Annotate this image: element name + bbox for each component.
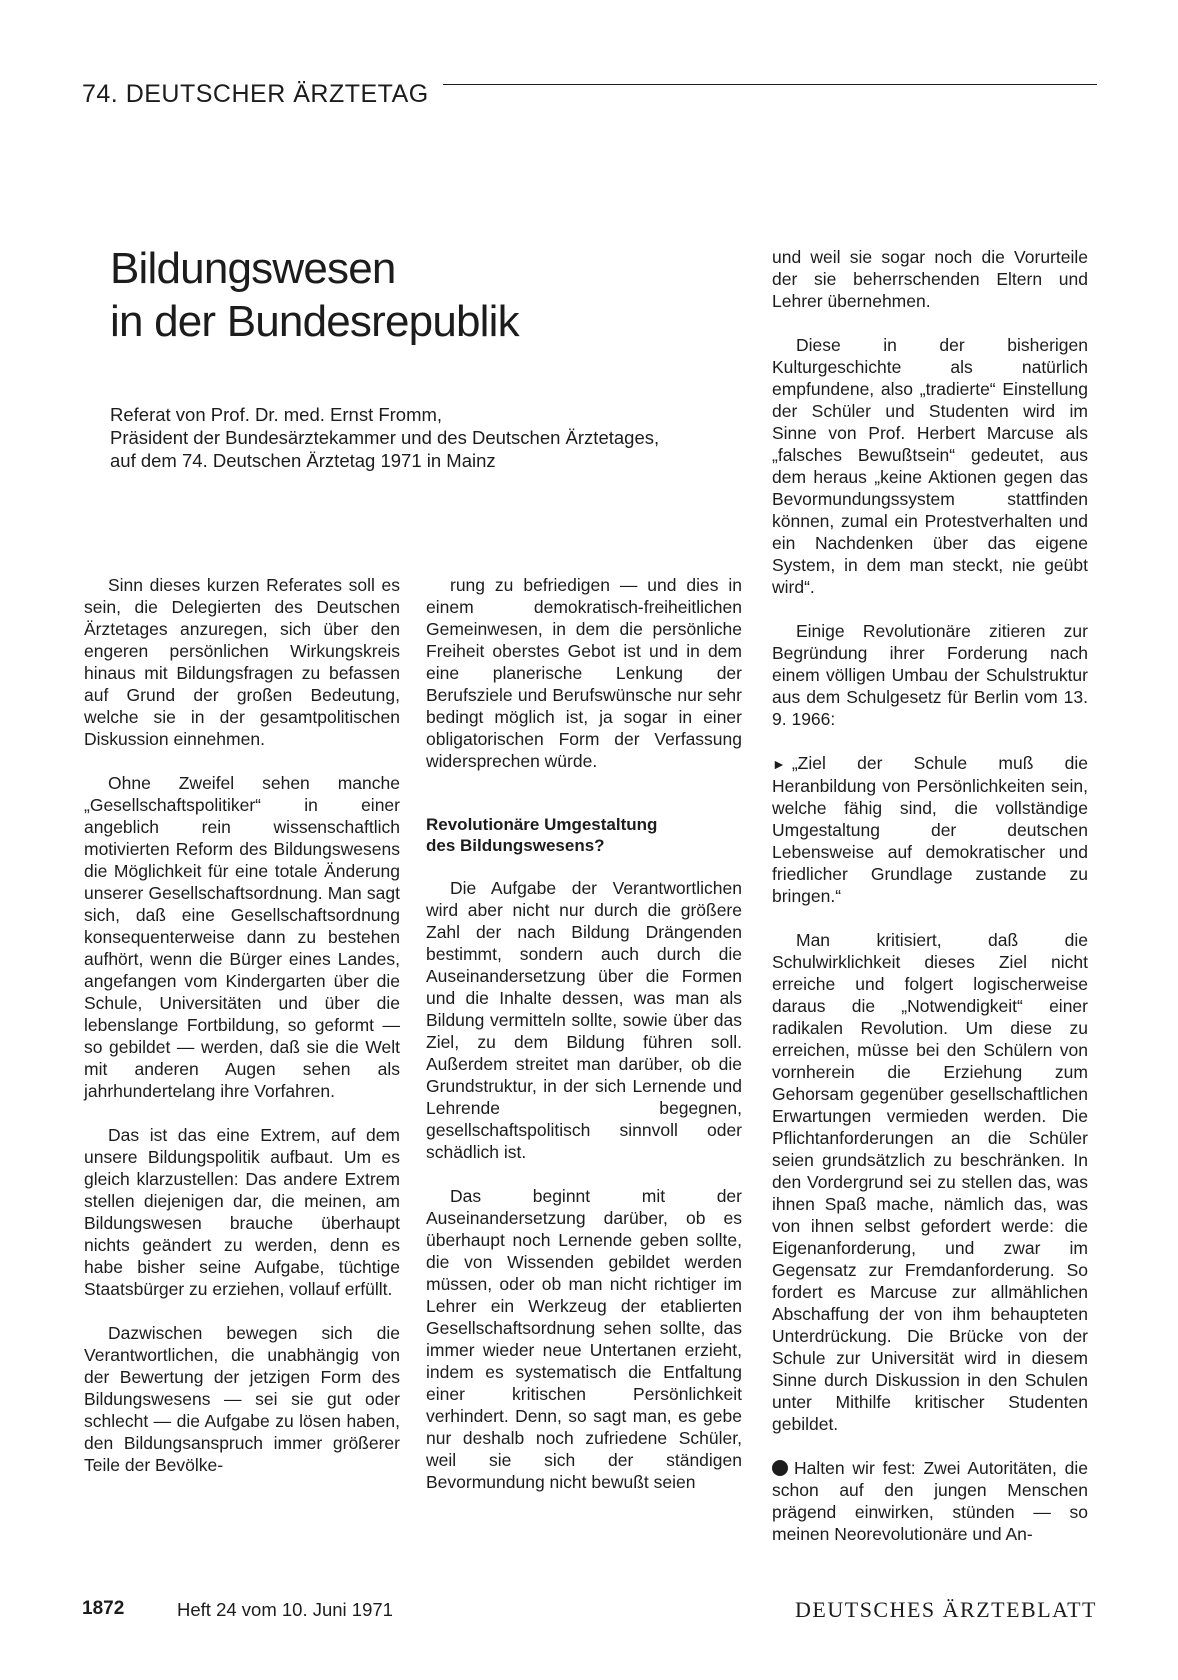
paragraph: Dazwischen bewegen sich die Verantwortlichen, die unabhängig von der Bewertung der jetzigen Form des Bildungswesens — sei sie gut oder schlecht — die Aufgabe zu lösen haben, den Bildungsanspruch immer größerer Teile der Bevölke- [84, 1323, 400, 1475]
column-2 [426, 574, 742, 1493]
paragraph: Diese in der bisherigen Kulturgeschichte als natürlich empfundene, also „tradierte“ Einstellung der Schüler und Studenten wird im Sinne von Prof. Herbert Marcuse als „falsches Bewußtsein“ gedeutet, aus dem heraus „keine Aktionen gegen das Bevormundungssystem stattfinden können, zumal ein Protestverhalten und ein Nachdenken über das eigene System, in dem man steckt, nie geübt wird“. [772, 335, 1088, 597]
paragraph: Die Aufgabe der Verantwortlichen wird aber nicht nur durch die größere Zahl der nach Bildung Drängenden bestimmt, sondern auch durch die Auseinandersetzung über die Formen und die Inhalte dessen, was man als Bildung vermitteln sollte, sowie über das Ziel, zu dem Bildung führen soll. Außerdem streitet man darüber, ob die Grundstruktur, in der sich Lernende und Lehrende begegnen, gesellschaftspolitisch sinnvoll oder schädlich ist. [426, 878, 742, 1162]
column-1 [84, 574, 400, 1476]
issue-info: Heft 24 vom 10. Juni 1971 [177, 1599, 393, 1620]
subheading-line-1: Revolutionäre Umgestaltung [426, 815, 658, 834]
summary-text: Halten wir fest: Zwei Autoritäten, die schon auf den jungen Menschen prägend einwirken, stünden — so meinen Neorevolutionäre und An- [772, 1458, 1088, 1544]
paragraph: Das ist das eine Extrem, auf dem unsere Bildungspolitik aufbaut. Um es gleich klarzustellen: Das andere Extrem stellen diejenigen dar, die meinen, am Bildungswesen brauche überhaupt nichts geändert zu werden, denn es habe bisher seine Aufgabe, tüchtige Staatsbürger zu erziehen, vollauf erfüllt. [84, 1125, 400, 1299]
triangle-bullet-icon: ► [772, 756, 786, 772]
paragraph: Sinn dieses kurzen Referates soll es sein, die Delegierten des Deutschen Ärztetages anzuregen, sich über den engeren persönlichen Wirkungskreis hinaus mit Bildungsfragen zu befassen auf Grund der großen Bedeutung, welche sie in der gesamtpolitischen Diskussion einnehmen. [84, 575, 400, 749]
paragraph: Einige Revolutionäre zitieren zur Begründung ihrer Forderung nach einem völligen Umbau der Schulstruktur aus dem Schulgesetz für Berlin vom 13. 9. 1966: [772, 621, 1088, 729]
byline-line-3: auf dem 74. Deutschen Ärztetag 1971 in Mainz [110, 450, 496, 471]
quote-text: „Ziel der Schule muß die Heranbildung von Persönlichkeiten sein, welche fähig sind, die vollständige Umgestaltung der deutschen Lebensweise auf demokratischer und friedlicher Grundlage zustande zu bringen.“ [772, 753, 1088, 906]
page-number: 1872 [82, 1598, 125, 1619]
byline [110, 403, 659, 472]
summary-paragraph [772, 1457, 1088, 1545]
title-line-2: in der Bundesrepublik [110, 297, 519, 346]
quote-paragraph [772, 752, 1088, 907]
subheading-line-2: des Bildungswesens? [426, 836, 605, 855]
paragraph: und weil sie sogar noch die Vorurteile der sie beherrschenden Eltern und Lehrer übernehmen. [772, 247, 1088, 311]
dot-bullet-icon [772, 1460, 788, 1476]
subheading [426, 814, 742, 856]
byline-line-2: Präsident der Bundesärztekammer und des Deutschen Ärztetages, [110, 427, 660, 448]
journal-name: DEUTSCHES ÄRZTEBLATT [795, 1597, 1097, 1622]
running-head: 74. DEUTSCHER ÄRZTETAG [82, 80, 429, 108]
header-rule [443, 84, 1097, 85]
article-title [110, 242, 519, 348]
paragraph: Das beginnt mit der Auseinandersetzung darüber, ob es überhaupt noch Lernende geben sollte, die von Wissenden gebildet werden müssen, oder ob man nicht richtiger im Lehrer ein Werkzeug der etablierten Gesellschaftsordnung sehen sollte, das immer wieder neue Untertanen erzieht, indem es systematisch die Entfaltung einer kritischen Persönlichkeit verhindert. Denn, so sagt man, es gebe nur deshalb noch zufriedene Schüler, weil sie sich der ständigen Bevormundung nicht bewußt seien [426, 1186, 742, 1492]
title-line-1: Bildungswesen [110, 244, 396, 293]
column-3 [772, 246, 1088, 1545]
byline-line-1: Referat von Prof. Dr. med. Ernst Fromm, [110, 404, 443, 425]
paragraph: Ohne Zweifel sehen manche „Gesellschaftspolitiker“ in einer angeblich rein wissenschaftlich motivierten Reform des Bildungswesens die Möglichkeit für eine totale Änderung unserer Gesellschaftsordnung. Man sagt sich, daß eine Gesellschaftsordnung konsequenterweise dann zu bestehen aufhört, wenn die Bürger eines Landes, angefangen vom Kindergarten über die Schule, Universitäten und über die lebenslange Fortbildung, so geformt — so gebildet — werden, daß sie die Welt mit anderen Augen sehen als jahrhundertelang ihre Vorfahren. [84, 773, 400, 1101]
paragraph: Man kritisiert, daß die Schulwirklichkeit dieses Ziel nicht erreiche und folgert logischerweise daraus die „Notwendigkeit“ einer radikalen Revolution. Um diese zu erreichen, müsse bei den Schülern von vornherein die Erziehung zum Gehorsam gegenüber gesellschaftlichen Erwartungen vermieden werden. Die Pflichtanforderungen an die Schüler seien grundsätzlich zu beschränken. In den Vordergrund sei zu stellen das, was ihnen Spaß mache, nämlich das, was von ihnen selbst gefordert werde: die Eigenanforderung, und zwar im Gegensatz zur Fremdanforderung. So fordert es Marcuse zur allmählichen Abschaffung der von ihm behaupteten Unterdrückung. Die Brücke von der Schule zur Universität wird in diesem Sinne durch Diskussion in den Schulen unter Mithilfe kritischer Studenten gebildet. [772, 930, 1088, 1434]
paragraph: rung zu befriedigen — und dies in einem demokratisch-freiheitlichen Gemeinwesen, in dem die persönliche Freiheit oberstes Gebot ist und in dem eine planerische Lenkung der Berufsziele und Berufswünsche nur sehr bedingt möglich ist, ja sogar in einer obligatorischen Form der Verfassung widersprechen würde. [426, 575, 742, 771]
